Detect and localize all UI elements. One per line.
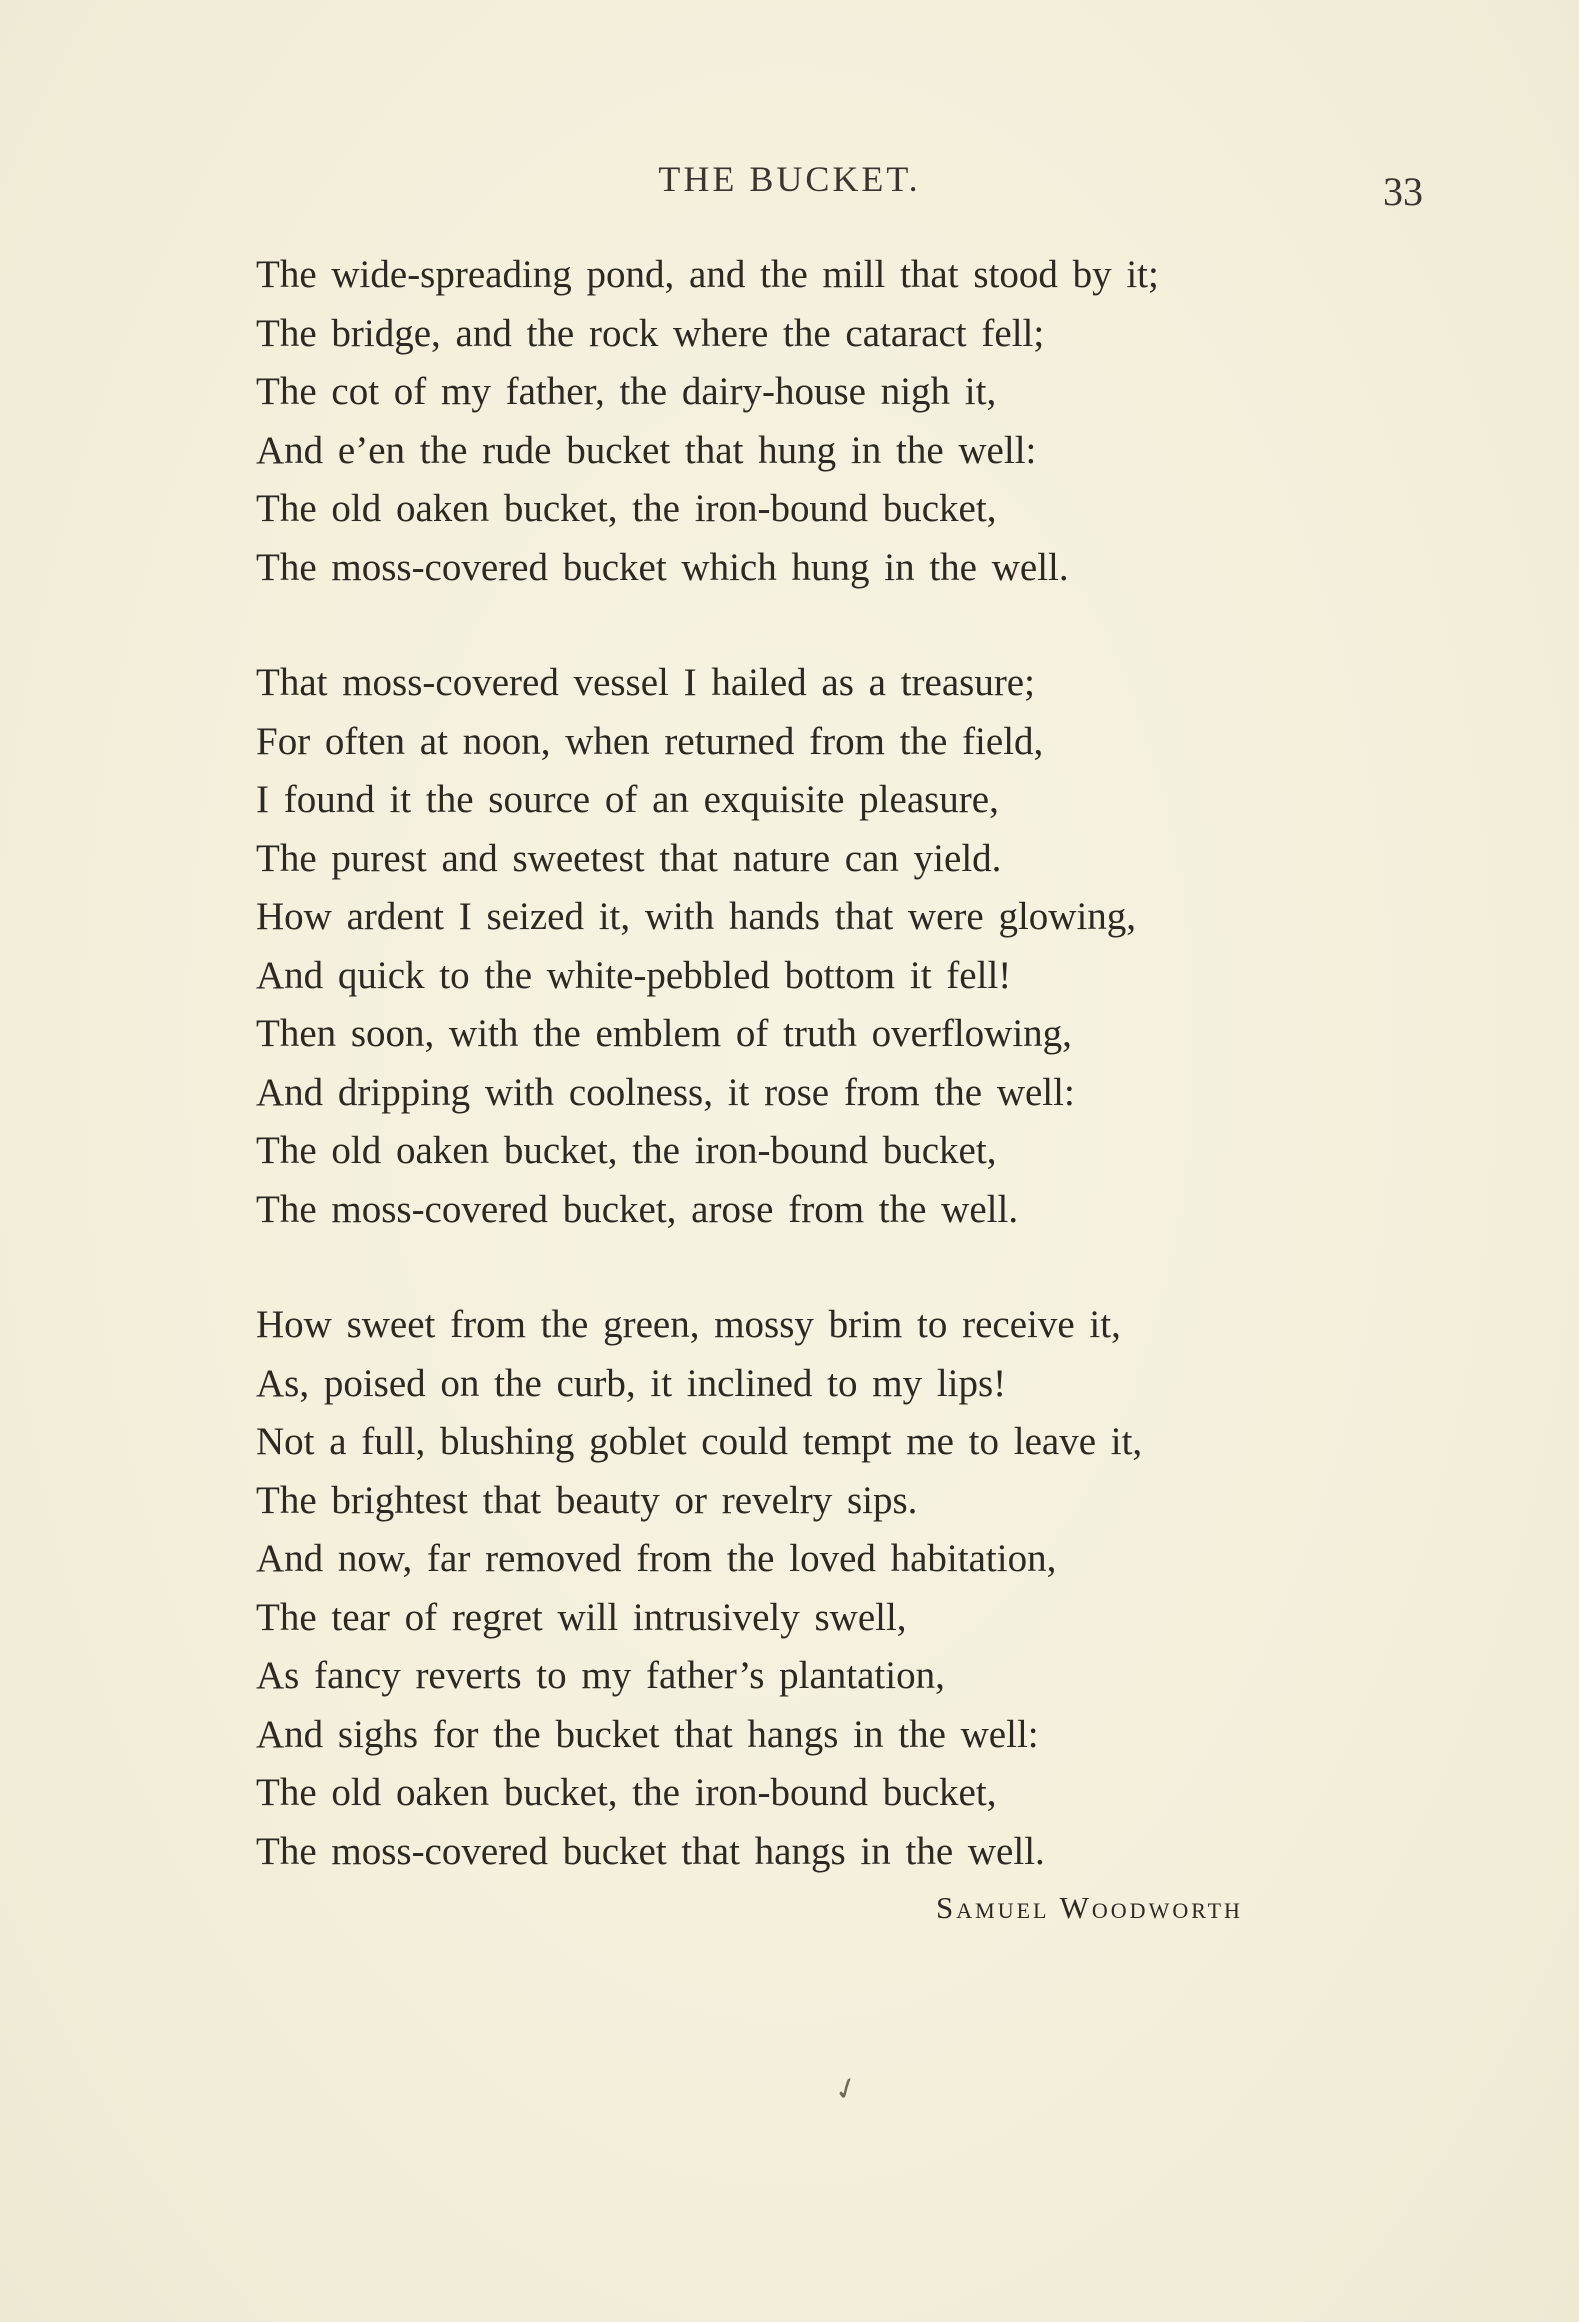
- poem-line: As fancy reverts to my father’s plantation,: [256, 1654, 945, 1697]
- poem-line: And now, far removed from the loved habitation,: [256, 1537, 1057, 1580]
- poem-line: The moss-covered bucket which hung in the well.: [256, 545, 1069, 589]
- poem-line: The old oaken bucket, the iron-bound bucket,: [256, 487, 997, 530]
- author-attribution: Samuel Woodworth: [936, 1890, 1243, 1925]
- poem-line: As, poised on the curb, it inclined to my lips!: [256, 1361, 1007, 1405]
- poem-line: The tear of regret will intrusively swell,: [256, 1595, 907, 1639]
- poem-line: I found it the source of an exquisite pleasure,: [256, 778, 999, 821]
- poem-line: How sweet from the green, mossy brim to receive it,: [256, 1303, 1121, 1346]
- stanza-2: [256, 654, 1416, 1239]
- pencil-tick-mark: ✓: [829, 2069, 865, 2110]
- poem-line: The moss-covered bucket, arose from the well.: [256, 1187, 1019, 1231]
- poem-line: The moss-covered bucket that hangs in the well.: [256, 1829, 1045, 1873]
- poem-line: The brightest that beauty or revelry sips.: [256, 1478, 918, 1522]
- poem-line: The old oaken bucket, the iron-bound bucket,: [256, 1771, 997, 1814]
- poem-line: And dripping with coolness, it rose from the well:: [256, 1070, 1075, 1114]
- poem-line: How ardent I seized it, with hands that were glowing,: [256, 895, 1137, 938]
- poem-line: And e’en the rude bucket that hung in the well:: [256, 428, 1037, 472]
- stanza-1: [256, 246, 1416, 597]
- poem-line: And sighs for the bucket that hangs in the well:: [256, 1712, 1039, 1756]
- poem-body: [256, 246, 1416, 1938]
- poem-line: The cot of my father, the dairy-house nigh it,: [256, 370, 997, 413]
- poem-line: The bridge, and the rock where the cataract fell;: [256, 311, 1045, 355]
- running-title: THE BUCKET.: [658, 159, 921, 199]
- poem-line: The old oaken bucket, the iron-bound bucket,: [256, 1129, 997, 1172]
- poem-line: Then soon, with the emblem of truth overflowing,: [256, 1012, 1072, 1055]
- poem-line: That moss-covered vessel I hailed as a treasure;: [256, 661, 1035, 704]
- poem-line: The purest and sweetest that nature can yield.: [256, 836, 1002, 880]
- poem-line: For often at noon, when returned from the field,: [256, 719, 1044, 763]
- page-number: 33: [1383, 169, 1423, 214]
- poem-line: Not a full, blushing goblet could tempt me to leave it,: [256, 1420, 1143, 1463]
- poem-line: The wide-spreading pond, and the mill that stood by it;: [256, 253, 1159, 296]
- stanza-3: [256, 1296, 1416, 1881]
- poem-line: And quick to the white-pebbled bottom it fell!: [256, 953, 1012, 997]
